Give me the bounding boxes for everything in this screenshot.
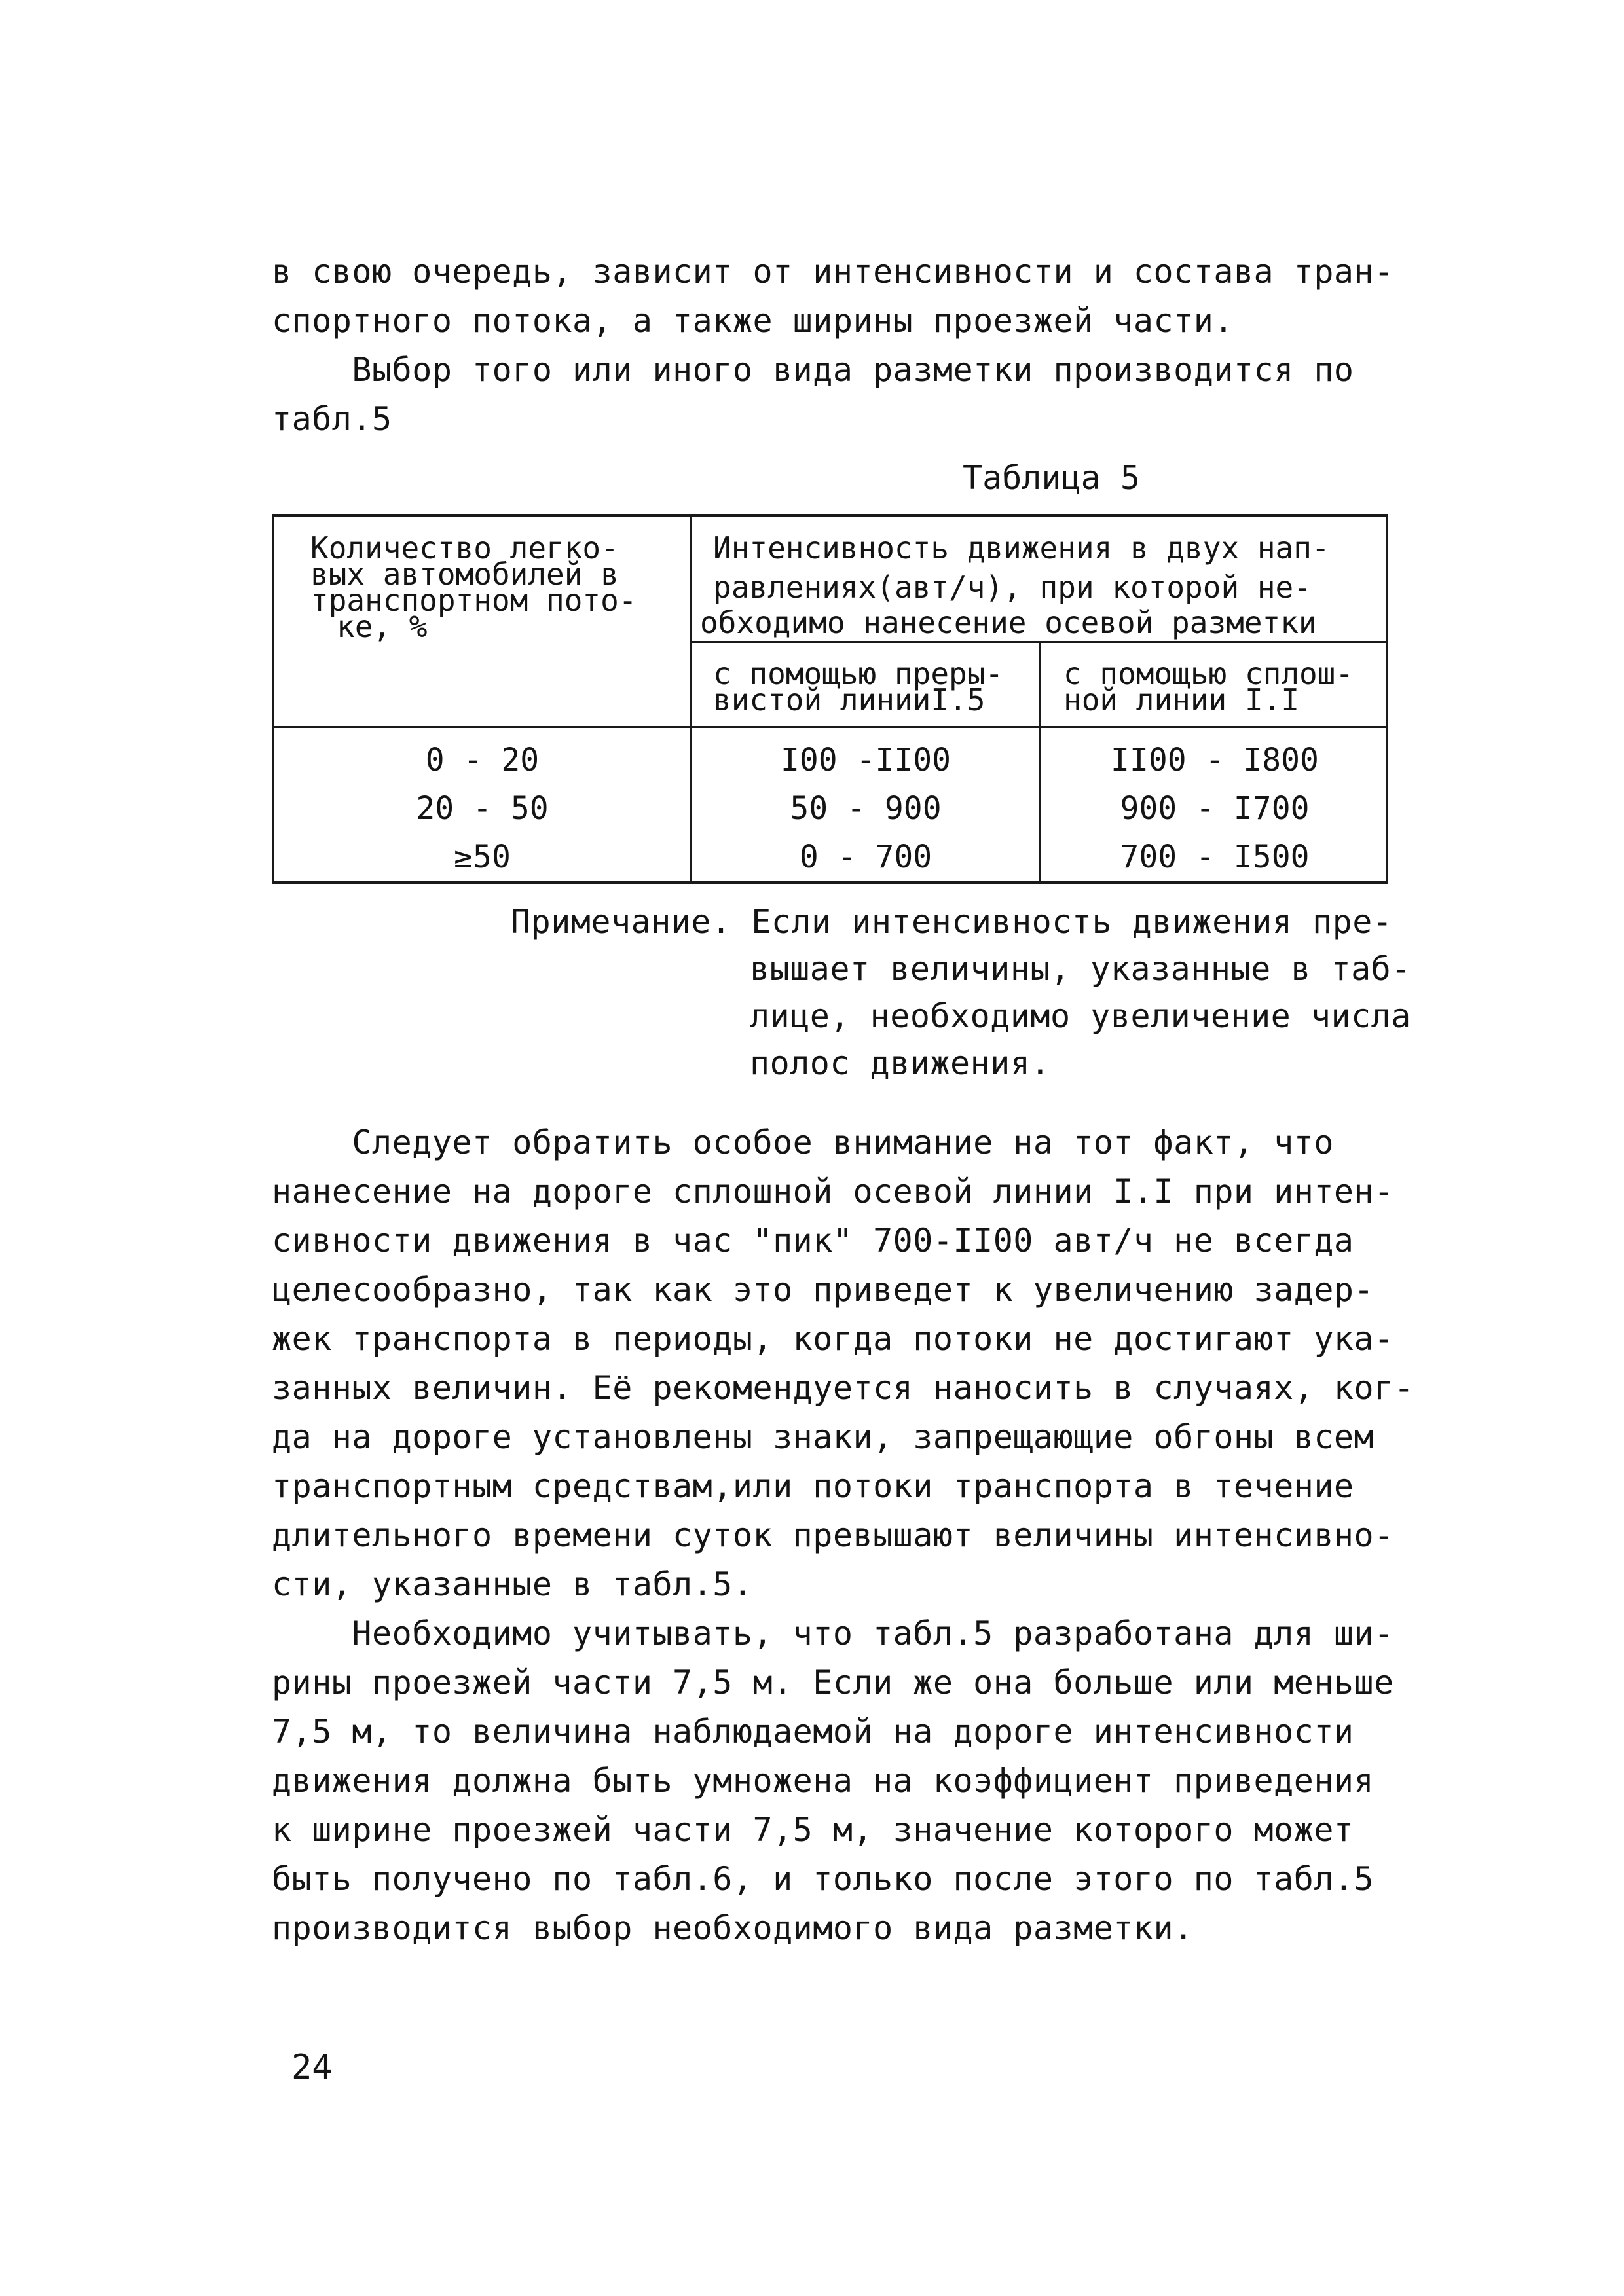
- body-line: сивности движения в час "пик" 700-II00 авт/ч не всегда: [272, 1222, 1354, 1260]
- table-caption: Таблица 5: [963, 459, 1140, 497]
- note-line: лице, необходимо увеличение числа: [750, 997, 1411, 1035]
- body-line: жек транспорта в периоды, когда потоки не достигают ука-: [272, 1320, 1394, 1358]
- table-cell-solid: 900 - I700: [1120, 790, 1310, 827]
- intro-line: Выбор того или иного вида разметки производится по: [272, 351, 1354, 389]
- group-header: обходимо нанесение осевой разметки: [700, 605, 1317, 640]
- note-line: полос движения.: [750, 1044, 1051, 1082]
- table-cell-broken: 0 - 700: [799, 839, 932, 875]
- group-header: Интенсивность движения в двух нап-: [713, 530, 1330, 566]
- body-line: длительного времени суток превышают величины интенсивно-: [272, 1516, 1394, 1554]
- table-cell-broken: I00 -II00: [780, 742, 951, 778]
- body-line: транспортным средствам,или потоки транспорта в течение: [272, 1467, 1354, 1505]
- data-table: [272, 514, 1388, 884]
- table-divider: [274, 726, 1388, 728]
- column-header-share: транспортном пото-: [310, 583, 637, 618]
- table-cell-solid: 700 - I500: [1120, 839, 1310, 875]
- note-line: вышает величины, указанные в таб-: [750, 950, 1411, 988]
- table-cell-solid: II00 - I800: [1111, 742, 1319, 778]
- page-number: 24: [291, 2048, 333, 2087]
- table-cell-broken: 50 - 900: [790, 790, 942, 827]
- body-line: да на дороге установлены знаки, запрещающие обгоны всем: [272, 1418, 1375, 1456]
- table-cell-share: 20 - 50: [416, 790, 549, 827]
- body-line: 7,5 м, то величина наблюдаемой на дороге интенсивности: [272, 1713, 1354, 1751]
- column-header-solid-line: с помощью сплош-: [1063, 656, 1354, 691]
- body-line: быть получено по табл.6, и только после этого по табл.5: [272, 1860, 1375, 1898]
- body-line: рины проезжей части 7,5 м. Если же она больше или меньше: [272, 1664, 1394, 1702]
- group-header: равлениях(авт/ч), при которой не-: [713, 570, 1312, 605]
- body-line: производится выбор необходимого вида разметки.: [272, 1909, 1194, 1947]
- body-line: Необходимо учитывать, что табл.5 разработана для ши-: [272, 1614, 1394, 1652]
- note-line: Примечание. Если интенсивность движения пре-: [511, 903, 1393, 941]
- column-header-broken-line: с помощью преры-: [713, 656, 1004, 691]
- body-line: целесообразно, так как это приведет к увеличению задер-: [272, 1271, 1375, 1309]
- table-divider: [690, 641, 1388, 643]
- column-header-solid-line: ной линии I.I: [1063, 682, 1300, 718]
- table-cell-share: 0 - 20: [425, 742, 540, 778]
- body-line: занных величин. Её рекомендуется наносить в случаях, ког-: [272, 1369, 1414, 1407]
- column-header-share: Количество легко-: [310, 530, 619, 566]
- body-line: нанесение на дороге сплошной осевой линии I.I при интен-: [272, 1173, 1394, 1211]
- body-line: движения должна быть умножена на коэффициент приведения: [272, 1762, 1375, 1800]
- column-header-share: вых автомобилей в: [310, 556, 619, 592]
- column-header-share: ке, %: [337, 609, 428, 644]
- body-line: Следует обратить особое внимание на тот факт, что: [272, 1123, 1334, 1161]
- table-cell-share: ≥50: [454, 839, 511, 875]
- intro-line: спортного потока, а также ширины проезжей части.: [272, 302, 1234, 340]
- body-line: сти, указанные в табл.5.: [272, 1565, 753, 1603]
- intro-line: в свою очередь, зависит от интенсивности и состава тран-: [272, 253, 1394, 291]
- column-header-broken-line: вистой линииI.5: [713, 682, 986, 718]
- intro-line: табл.5: [272, 400, 392, 438]
- body-line: к ширине проезжей части 7,5 м, значение которого может: [272, 1811, 1354, 1849]
